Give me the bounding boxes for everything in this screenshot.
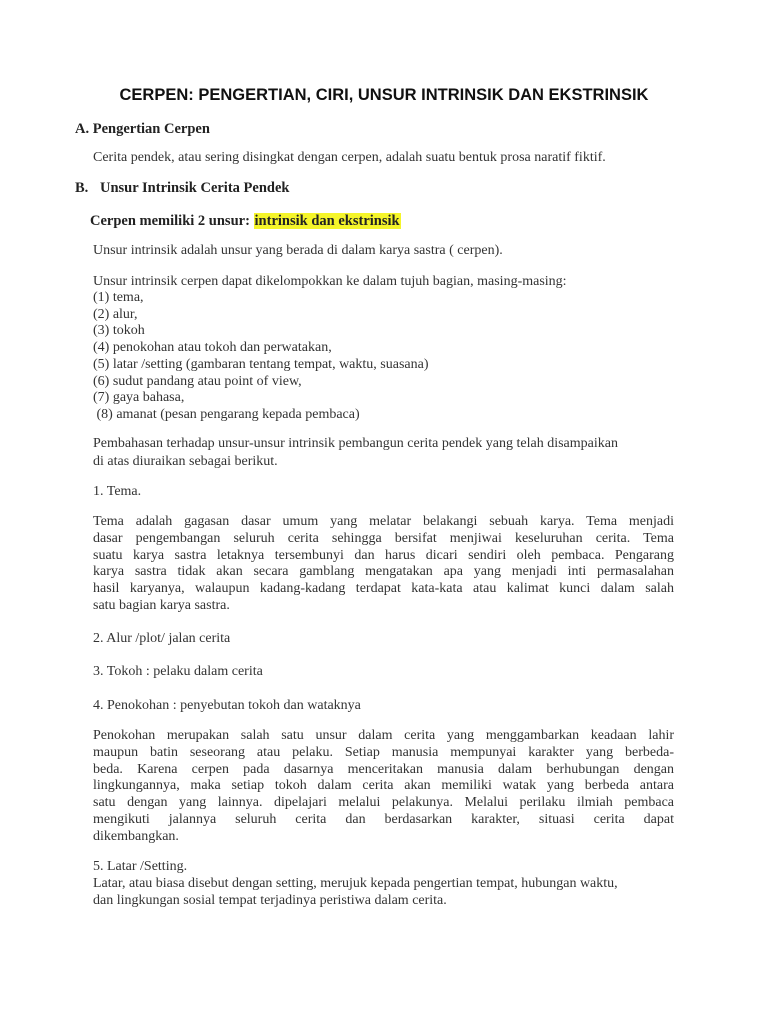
latar-para-line: Latar, atau biasa disebut dengan setting, merujuk kepada pengertian tempat, hubungan waktu, — [93, 876, 618, 891]
list-line: (4) penokohan atau tokoh dan perwatakan, — [93, 340, 332, 356]
list-line: (7) gaya bahasa, — [93, 390, 185, 406]
penokohan-para-line: maupun batin seseorang atau pelaku. Setiap manusia mempunyai karakter yang berbeda- — [93, 744, 674, 760]
penokohan-para-line: beda. Karena cerpen pada dasarnya menceritakan manusia dalam berhubungan dengan — [93, 761, 674, 777]
pembahasan-line: Pembahasan terhadap unsur-unsur intrinsik pembangun cerita pendek yang telah disampaikan — [93, 436, 618, 451]
highlighted-text: intrinsik dan ekstrinsik — [254, 213, 400, 229]
section-a-heading: A. Pengertian Cerpen — [75, 121, 210, 137]
latar-heading: 5. Latar /Setting. — [93, 859, 188, 874]
penokohan-para-line: mengikuti jalannya seluruh cerita dan berdasarkan karakter, situasi cerita dapat — [93, 812, 674, 827]
section-b-marker: B. — [75, 180, 89, 196]
tokoh-heading: 3. Tokoh : pelaku dalam cerita — [93, 664, 263, 679]
tema-heading: 1. Tema. — [93, 484, 142, 499]
tema-para-line: satu bagian karya sastra. — [93, 598, 230, 613]
latar-para-line: dan lingkungan sosial tempat terjadinya peristiwa dalam cerita. — [93, 892, 447, 908]
alur-heading: 2. Alur /plot/ jalan cerita — [93, 631, 231, 646]
unsur-prefix: Cerpen memiliki 2 unsur: — [90, 213, 254, 229]
intro-paragraph-1: Unsur intrinsik adalah unsur yang berada di dalam karya sastra ( cerpen). — [93, 243, 503, 258]
section-b-heading: Unsur Intrinsik Cerita Pendek — [100, 180, 290, 196]
penokohan-para-line: dikembangkan. — [93, 828, 179, 844]
list-line: (5) latar /setting (gambaran tentang tempat, waktu, suasana) — [93, 356, 429, 372]
intro-paragraph-2: Unsur intrinsik cerpen dapat dikelompokkan ke dalam tujuh bagian, masing-masing: — [93, 274, 567, 289]
tema-para-line: suatu karya sastra letaknya tersembunyi dan harus dicari sendiri oleh pembaca. Pengarang — [93, 547, 674, 563]
document-title: CERPEN: PENGERTIAN, CIRI, UNSUR INTRINSIK DAN EKSTRINSIK — [119, 86, 649, 104]
tema-para-line: karya sastra tidak akan secara gamblang mengatakan apa yang menjadi inti permasalahan — [93, 564, 674, 580]
penokohan-heading: 4. Penokohan : penyebutan tokoh dan wataknya — [93, 698, 361, 713]
penokohan-para-line: lingkungannya, maka setiap tokoh dalam cerita akan memiliki watak yang berbeda antara — [93, 778, 674, 794]
penokohan-para-line: Penokohan merupakan salah satu unsur dalam cerita yang menggambarkan keadaan lahir — [93, 728, 674, 743]
list-line: (1) tema, — [93, 290, 144, 305]
penokohan-para-line: satu dengan yang lainnya. dipelajari melalui pelakunya. Melalui perilaku ilmiah pembaca — [93, 795, 674, 811]
tema-para-line: dasar pengembangan seluruh cerita sehingga bersifat menjiwai keseluruhan cerita. Tema — [93, 530, 674, 546]
tema-para-line: Tema adalah gagasan dasar umum yang melatar belakangi sebuah karya. Tema menjadi — [93, 514, 674, 529]
list-line: (6) sudut pandang atau point of view, — [93, 373, 302, 389]
tema-para-line: hasil karyanya, walaupun kadang-kadang terdapat kata-kata atau kalimat kunci dalam salah — [93, 581, 674, 597]
list-line: (8) amanat (pesan pengarang kepada pembaca) — [93, 406, 360, 422]
pembahasan-line: di atas diuraikan sebagai berikut. — [93, 454, 278, 469]
list-line: (2) alur, — [93, 306, 138, 322]
section-a-text: Cerita pendek, atau sering disingkat dengan cerpen, adalah suatu bentuk prosa naratif fiktif. — [93, 150, 606, 165]
list-line: (3) tokoh — [93, 323, 145, 339]
unsur-statement — [90, 212, 401, 230]
